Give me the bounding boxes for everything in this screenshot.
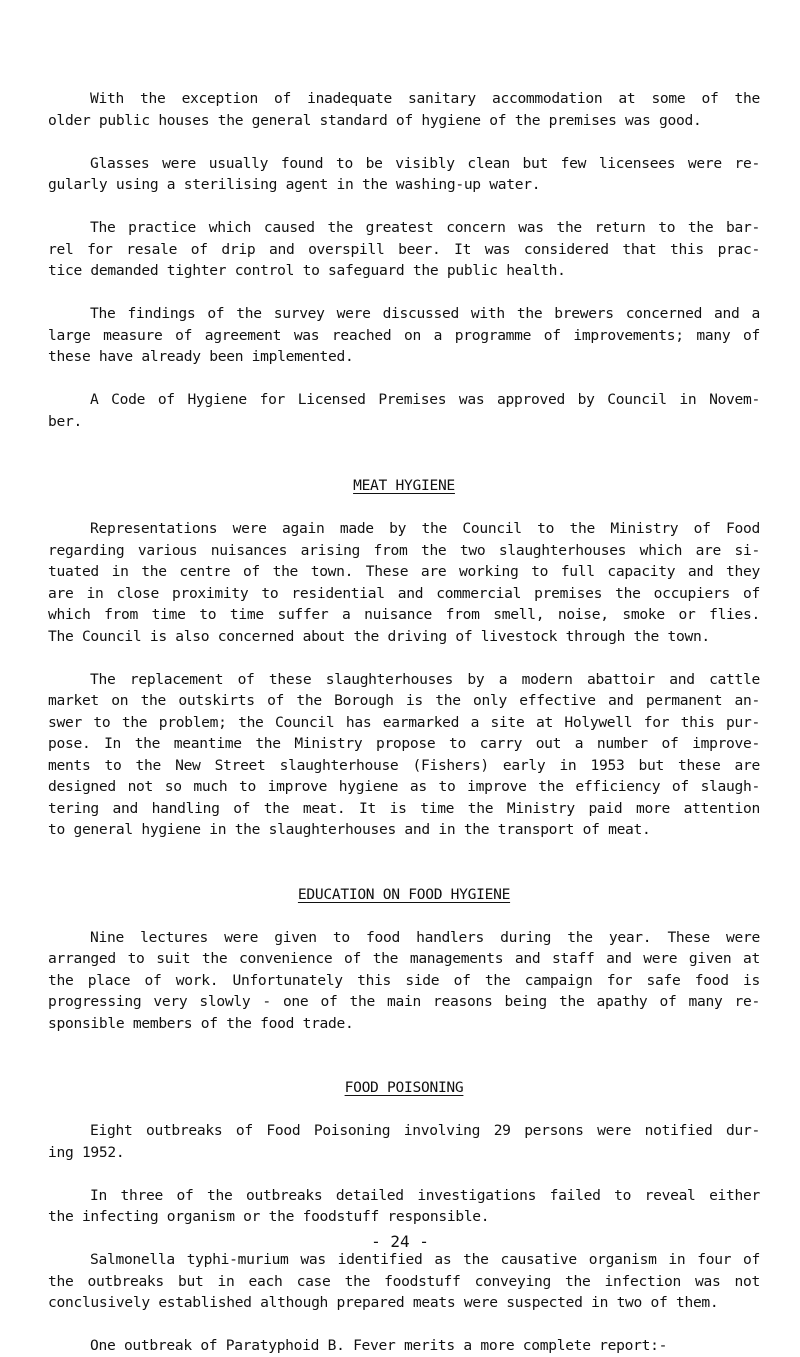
document-body <box>48 88 760 1357</box>
section-paragraph <box>48 1185 760 1228</box>
text-line: which from time to time suffer a nuisance from smell, noise, smoke or flies. <box>48 606 760 623</box>
text-line: progressing very slowly - one of the main reasons being the apathy of many re- <box>48 993 760 1010</box>
spacer <box>48 282 760 304</box>
section-paragraph <box>48 927 760 1035</box>
spacer <box>48 368 760 390</box>
intro-paragraph <box>48 153 760 196</box>
text-line: sponsible members of the food trade. <box>48 1014 354 1032</box>
text-line: are in close proximity to residential and commercial premises the occupiers of <box>48 584 760 602</box>
section-heading: EDUCATION ON FOOD HYGIENE <box>297 885 511 903</box>
text-line: pose. In the meantime the Ministry propose to carry out a number of improve- <box>48 735 760 752</box>
spacer <box>48 1056 760 1078</box>
intro-paragraph <box>48 217 760 282</box>
text-line: A Code of Hygiene for Licensed Premises was approved by Council in Novem- <box>90 391 760 408</box>
text-line: ments to the New Street slaughterhouse (Fishers) early in 1953 but these are <box>48 756 760 774</box>
spacer <box>48 196 760 218</box>
text-line: Nine lectures were given to food handlers during the year. These were <box>90 928 760 946</box>
text-line: One outbreak of Paratyphoid B. Fever merits a more complete report:- <box>90 1337 668 1354</box>
text-line: tering and handling of the meat. It is time the Ministry paid more attention <box>48 799 760 817</box>
text-line: gularly using a sterilising agent in the washing-up water. <box>48 176 541 193</box>
text-line: the infecting organism or the foodstuff responsible. <box>48 1208 490 1225</box>
intro-paragraph <box>48 389 760 432</box>
spacer <box>48 905 760 927</box>
spacer <box>48 131 760 153</box>
section-paragraph <box>48 1335 760 1357</box>
text-line: regarding various nuisances arising from the two slaughterhouses which are si- <box>48 541 760 559</box>
text-line: ber. <box>48 412 82 430</box>
text-line: conclusively established although prepared meats were suspected in two of them. <box>48 1294 719 1311</box>
text-line: these have already been implemented. <box>48 348 354 365</box>
spacer <box>48 1163 760 1185</box>
text-line: arranged to suit the convenience of the managements and staff and were given at <box>48 950 760 967</box>
text-line: Eight outbreaks of Food Poisoning involving 29 persons were notified dur- <box>90 1122 760 1139</box>
text-line: tice demanded tighter control to safeguard the public health. <box>48 262 566 279</box>
section-paragraph <box>48 518 760 647</box>
intro-paragraph <box>48 303 760 368</box>
text-line: The Council is also concerned about the driving of livestock through the town. <box>48 627 710 645</box>
spacer <box>48 432 760 454</box>
intro-paragraph <box>48 88 760 131</box>
text-line: the place of work. Unfortunately this side of the campaign for safe food is <box>48 971 760 989</box>
text-line: to general hygiene in the slaughterhouses and in the transport of meat. <box>48 821 651 838</box>
text-line: designed not so much to improve hygiene as to improve the efficiency of slaugh- <box>48 778 760 795</box>
text-line: older public houses the general standard of hygiene of the premises was good. <box>48 111 702 129</box>
text-line: ing 1952. <box>48 1143 125 1161</box>
spacer <box>48 1099 760 1121</box>
spacer <box>48 497 760 519</box>
text-line: The practice which caused the greatest concern was the return to the bar- <box>90 219 760 236</box>
text-line: The replacement of these slaughterhouses by a modern abattoir and cattle <box>90 670 760 688</box>
spacer <box>48 454 760 476</box>
text-line: tuated in the centre of the town. These are working to full capacity and they <box>48 563 760 580</box>
section-heading: MEAT HYGIENE <box>353 477 455 494</box>
text-line: In three of the outbreaks detailed investigations failed to reveal either <box>90 1186 760 1204</box>
text-line: rel for resale of drip and overspill beer. It was considered that this prac- <box>48 240 760 258</box>
text-line: swer to the problem; the Council has earmarked a site at Holywell for this pur- <box>48 713 760 731</box>
text-line: With the exception of inadequate sanitary accommodation at some of the <box>90 90 760 107</box>
spacer <box>48 841 760 863</box>
spacer <box>48 1034 760 1056</box>
text-line: Representations were again made by the Council to the Ministry of Food <box>90 520 760 537</box>
section-paragraph <box>48 1249 760 1314</box>
spacer <box>48 1314 760 1336</box>
section-paragraph <box>48 1120 760 1163</box>
spacer <box>48 862 760 884</box>
text-line: The findings of the survey were discussed with the brewers concerned and a <box>90 305 760 322</box>
text-line: market on the outskirts of the Borough is the only effective and permanent an- <box>48 692 760 709</box>
text-line: large measure of agreement was reached on a programme of improvements; many of <box>48 326 760 344</box>
text-line: Glasses were usually found to be visibly clean but few licensees were re- <box>90 154 760 172</box>
spacer <box>48 647 760 669</box>
section-paragraph <box>48 669 760 841</box>
page-number: - 24 - <box>371 1232 429 1251</box>
section-heading: FOOD POISONING <box>344 1079 464 1096</box>
text-line: the outbreaks but in each case the foodstuff conveying the infection was not <box>48 1272 760 1290</box>
text-line: Salmonella typhi-murium was identified as the causative organism in four of <box>90 1251 760 1268</box>
